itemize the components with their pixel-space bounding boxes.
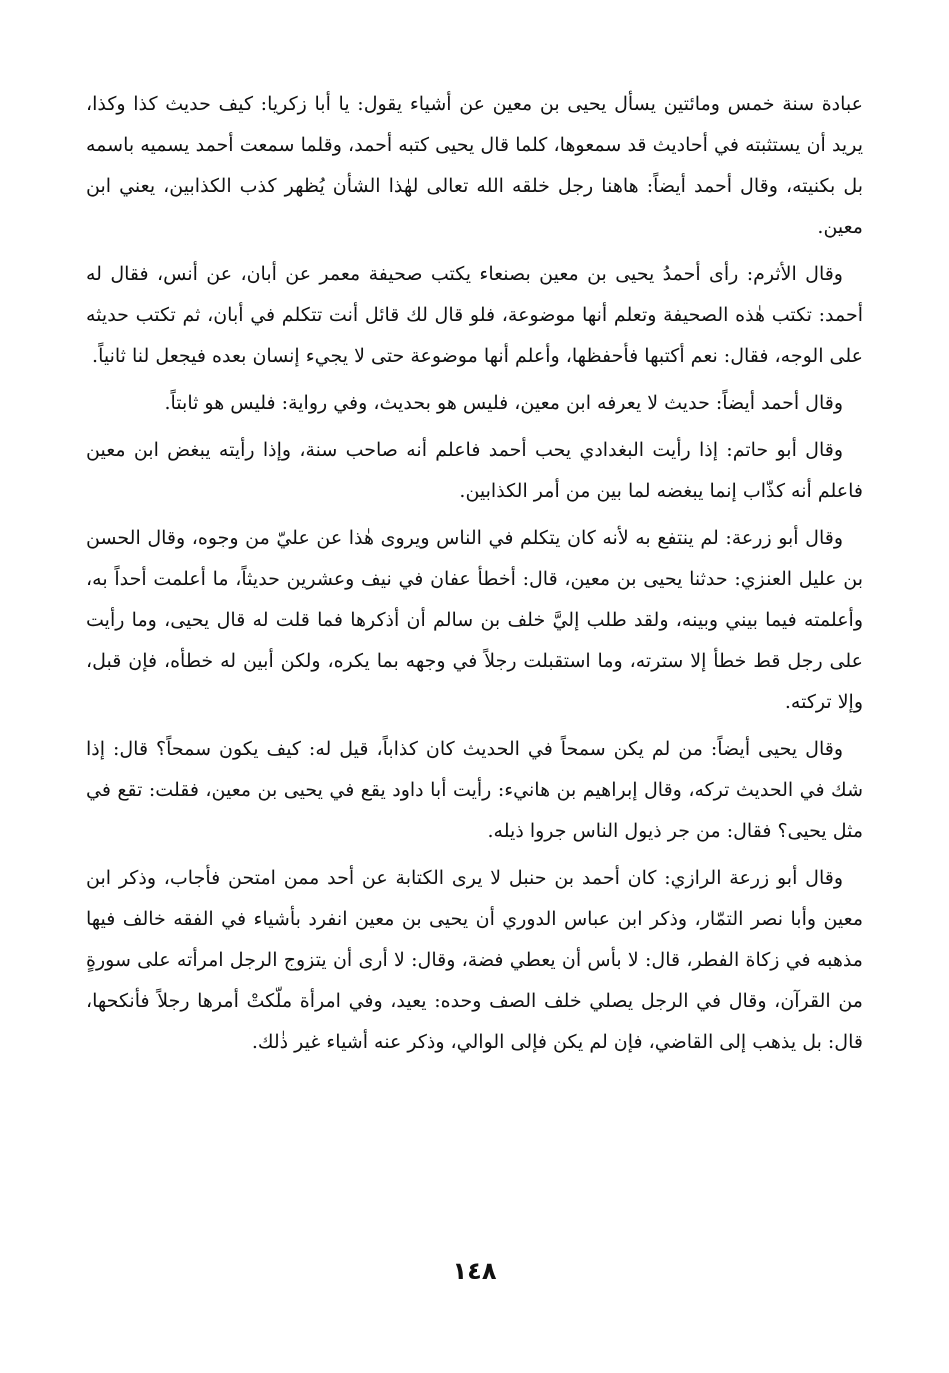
paragraph-5: وقال أبو زرعة: لم ينتفع به لأنه كان يتكلم في الناس ويروى هٰذا عن عليّ من وجوه، وقال الحسن بن عليل العنزي: حدثنا يحيى بن معين، قال: أخطأ عفان في نيف وعشرين حديثاً، ما أعلمت أحداً به، وأعلمته فيما بيني وبينه، ولقد طلب إليَّ خلف بن سالم أن أذكرها فما قلت له قال يحيى، وما رأيت على رجل قط خطأ إلا سترته، وما استقبلت رجلاً في وجهه بما يكره، ولكن أبين له خطأه، فإن قبل، وإلا تركته. — [86, 527, 863, 713]
paragraph-7: وقال أبو زرعة الرازي: كان أحمد بن حنبل لا يرى الكتابة عن أحد ممن امتحن فأجاب، وذكر ابن معين وأبا نصر التمّار، وذكر ابن عباس الدوري أن يحيى بن معين انفرد بأشياء في الفقه خالف فيها مذهبه في زكاة الفطر، قال: لا بأس أن يعطي فضة، وقال: لا أرى أن يتزوج الرجل امرأته على سورةٍ من القرآن، وقال في الرجل يصلي خلف الصف وحده: يعيد، وفي امرأة ملّكتْ أمرها رجلاً فأنكحها، قال: بل يذهب إلى القاضي، فإن لم يكن فإلى الوالي، وذكر عنه أشياء غير ذٰلك. — [86, 867, 863, 1053]
paragraph-6: وقال يحيى أيضاً: من لم يكن سمحاً في الحديث كان كذاباً، قيل له: كيف يكون سمحاً؟ قال: إذا شك في الحديث تركه، وقال إبراهيم بن هانيء: رأيت أبا داود يقع في يحيى بن معين، فقلت: تقع في مثل يحيى؟ فقال: من جر ذيول الناس جروا ذيله. — [86, 738, 863, 842]
paragraph-3: وقال أحمد أيضاً: حديث لا يعرفه ابن معين، فليس هو بحديث، وفي رواية: فليس هو ثابتاً. — [164, 392, 843, 414]
paragraph-2: وقال الأثرم: رأى أحمدُ يحيى بن معين بصنعاء يكتب صحيفة معمر عن أبان، عن أنس، فقال له أحمد: تكتب هٰذه الصحيفة وتعلم أنها موضوعة، فلو قال لك قائل أنت تتكلم في أبان، ثم تكتب حديثه على الوجه، فقال: نعم أكتبها فأحفظها، وأعلم أنها موضوعة حتى لا يجيء إنسان بعده فيجعل لنا ثانياً. — [86, 263, 863, 367]
page-text-body — [86, 84, 863, 1063]
page-number: ١٤٨ — [452, 1257, 497, 1285]
paragraph-4: وقال أبو حاتم: إذا رأيت البغدادي يحب أحمد فاعلم أنه صاحب سنة، وإذا رأيته يبغض ابن معين فاعلم أنه كذّاب إنما يبغضه لما بين من أمر الكذابين. — [86, 439, 863, 502]
paragraph-1: عبادة سنة خمس ومائتين يسأل يحيى بن معين عن أشياء يقول: يا أبا زكريا: كيف حديث كذا وكذا، يريد أن يستثبته في أحاديث قد سمعوها، كلما قال يحيى كتبه أحمد، وقلما سمعت أحمد يسميه باسمه بل بكنيته، وقال أحمد أيضاً: هاهنا رجل خلقه الله تعالى لهٰذا الشأن يُظهر كذب الكذابين، يعني ابن معين. — [86, 93, 863, 238]
